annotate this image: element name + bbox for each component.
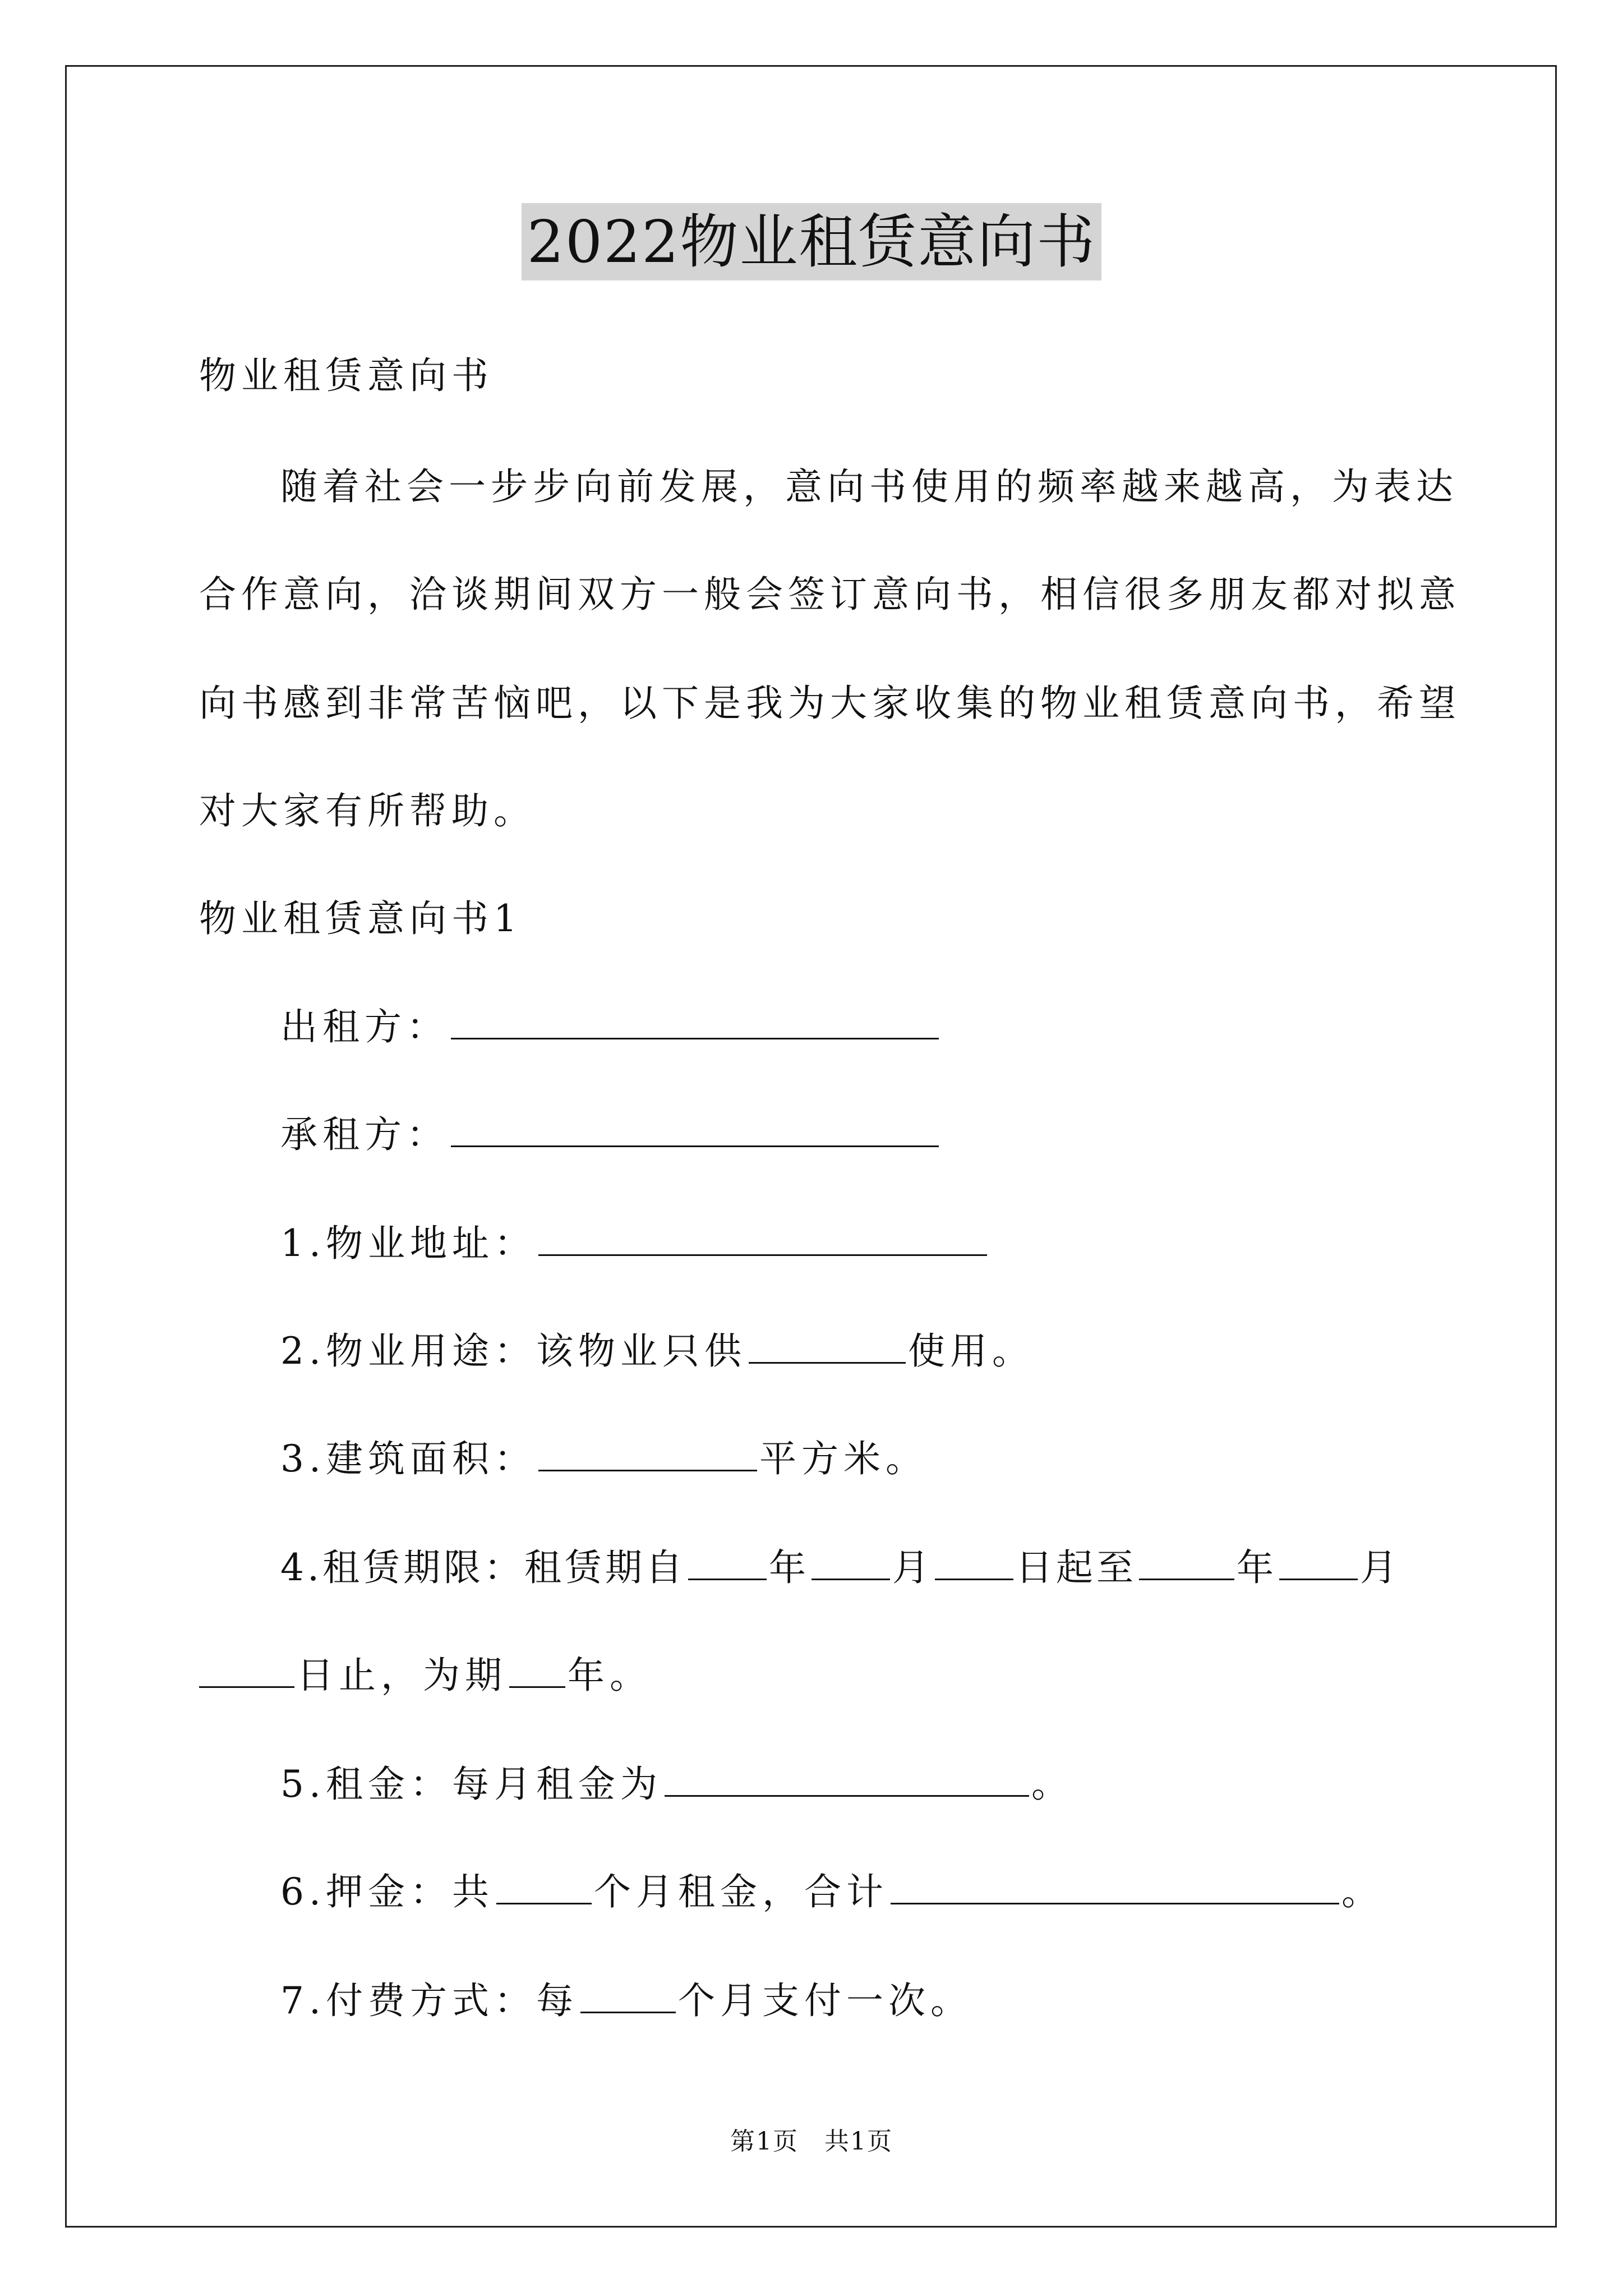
item-1-row <box>280 1221 989 1266</box>
item-1-label: 1.物业地址： <box>280 1222 536 1265</box>
item-6-row <box>280 1869 1384 1915</box>
item-4-continuation <box>199 1653 652 1698</box>
item-2-label: 2.物业用途：该物业只供 <box>280 1329 746 1373</box>
item-4-label: 4.租赁期限：租赁期自 <box>280 1546 686 1589</box>
page-number: 第1页 共1页 <box>730 2127 893 2156</box>
item-2-suffix: 使用。 <box>907 1329 1034 1373</box>
lessee-row <box>280 1112 941 1157</box>
item-5-suffix: 。 <box>1031 1763 1073 1806</box>
item-4-day-from: 日起至 <box>1015 1546 1137 1589</box>
section-heading: 物业租赁意向书1 <box>199 897 522 940</box>
item-2-blank <box>749 1328 906 1364</box>
title-container <box>0 203 1623 280</box>
item-6-label: 6.押金：共 <box>280 1870 494 1913</box>
lessee-label: 承租方： <box>280 1113 449 1156</box>
intro-line-1: 随着社会一步步向前发展，意向书使用的频率越来越高，为表达 <box>280 465 1458 508</box>
item-4-blank-year2 <box>1139 1545 1234 1580</box>
item-1-blank <box>538 1221 987 1256</box>
item-7-row <box>280 1978 972 2023</box>
lessee-blank <box>451 1112 939 1147</box>
item-4-blank-month1 <box>811 1545 890 1580</box>
item-4-blank-month2 <box>1279 1545 1358 1580</box>
item-7-blank <box>580 1978 676 2013</box>
item-3-row <box>280 1436 928 1481</box>
item-6-mid: 个月租金，合计 <box>593 1870 888 1913</box>
item-7-label: 7.付费方式：每 <box>280 1979 578 2022</box>
item-6-suffix: 。 <box>1341 1870 1384 1913</box>
item-5-row <box>280 1761 1073 1807</box>
document-title: 2022物业租赁意向书 <box>522 203 1102 280</box>
item-3-suffix: 平方米。 <box>759 1437 928 1480</box>
item-4-blank-day1 <box>935 1545 1013 1580</box>
item-3-blank <box>538 1436 757 1471</box>
intro-line-2: 合作意向，洽谈期间双方一般会签订意向书，相信很多朋友都对拟意 <box>199 573 1461 616</box>
item-4-row <box>280 1545 1400 1590</box>
item-7-suffix: 个月支付一次。 <box>677 1979 972 2022</box>
item-4-month2: 月 <box>1359 1546 1400 1589</box>
item-4-cont-end: 日止，为期 <box>297 1654 507 1697</box>
lessor-blank <box>451 1004 939 1039</box>
item-6-blank-months <box>496 1869 592 1904</box>
item-4-blank-year1 <box>688 1545 767 1580</box>
item-3-label: 3.建筑面积： <box>280 1437 536 1480</box>
item-2-row <box>280 1328 1034 1374</box>
intro-line-4: 对大家有所帮助。 <box>199 789 536 832</box>
item-4-blank-day2 <box>199 1653 294 1688</box>
item-4-blank-years <box>509 1653 565 1688</box>
lessor-label: 出租方： <box>280 1005 449 1048</box>
item-5-label: 5.租金：每月租金为 <box>280 1763 662 1806</box>
subtitle: 物业租赁意向书 <box>199 354 494 397</box>
intro-line-3: 向书感到非常苦恼吧，以下是我为大家收集的物业租赁意向书，希望 <box>199 682 1461 725</box>
item-6-blank-total <box>891 1869 1339 1904</box>
item-5-blank <box>665 1761 1029 1797</box>
item-4-year2: 年 <box>1236 1546 1277 1589</box>
item-4-month1: 月 <box>892 1546 933 1589</box>
item-4-cont-year: 年。 <box>568 1654 652 1697</box>
lessor-row <box>280 1004 941 1050</box>
item-4-year1: 年 <box>768 1546 809 1589</box>
